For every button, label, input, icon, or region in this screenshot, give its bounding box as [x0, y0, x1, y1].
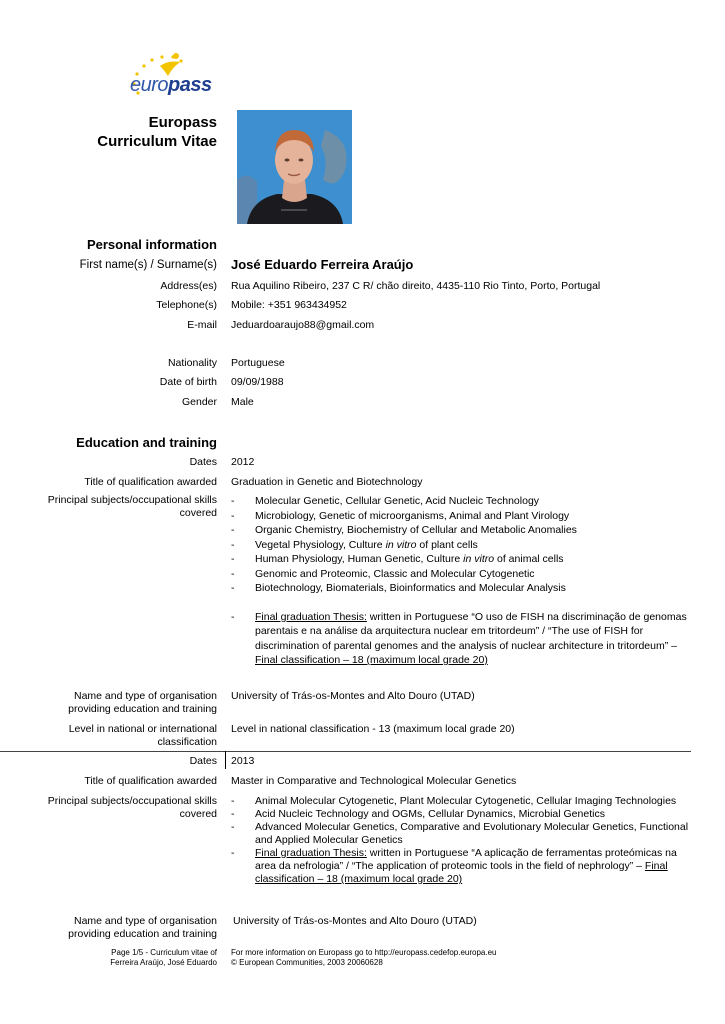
entry1-thesis-label: Final graduation Thesis: [255, 610, 367, 623]
footer-europass-info [231, 948, 691, 968]
entry1-bullet5-text-b: of animal cells [494, 553, 564, 565]
entry1-level-label-line2: classification [157, 736, 217, 748]
footer-right-line1: For more information on Europass go to http://europass.cedefop.europa.eu [231, 948, 497, 957]
entry1-bullet [231, 552, 691, 567]
entry2-subjects-label [20, 795, 217, 821]
cv-title-line2: Curriculum Vitae [97, 133, 217, 150]
entry2-title-label: Title of qualification awarded [84, 775, 217, 787]
entry1-bullet: - Microbiology, Genetic of microorganisms, Animal and Plant Virology [231, 509, 691, 524]
entry2-org-label-line2: providing education and training [68, 928, 217, 940]
entry1-subjects-label-line2: covered [179, 507, 217, 519]
gender-value: Male [231, 396, 254, 408]
entry-separator-line [0, 751, 691, 752]
name-label: First name(s) / Surname(s) [79, 259, 217, 271]
entry2-dates-label: Dates [189, 755, 217, 767]
entry1-level-value: Level in national classification - 13 (maximum local grade 20) [231, 723, 515, 735]
entry2-org-label [20, 915, 217, 941]
entry1-org-label [20, 690, 217, 716]
entry2-title-value: Master in Comparative and Technological Molecular Genetics [231, 775, 517, 787]
footer-left-line1: Page 1/5 - Curriculum vitae of [111, 948, 217, 957]
telephone-label: Telephone(s) [156, 299, 217, 311]
entry1-org-label-line1: Name and type of organisation [73, 690, 217, 702]
nationality-label: Nationality [167, 357, 217, 369]
telephone-value: Mobile: +351 963434952 [231, 299, 347, 311]
nationality-value: Portuguese [231, 357, 285, 369]
entry1-title-value: Graduation in Genetic and Biotechnology [231, 476, 423, 488]
entry1-bullet: - Organic Chemistry, Biochemistry of Cellular and Metabolic Anomalies [231, 523, 691, 538]
footer-right-line2: © European Communities, 2003 20060628 [231, 958, 383, 967]
entry2-thesis-classification: Final classification – 18 (maximum local grade 20) [255, 860, 668, 885]
column-divider [225, 751, 226, 769]
email-value[interactable]: Jeduardoaraujo88@gmail.com [231, 319, 375, 331]
entry1-bullet4-text-b: of plant cells [416, 538, 478, 551]
entry1-bullet: - Biotechnology, Biomaterials, Bioinformatics and Molecular Analysis [231, 581, 691, 596]
dob-value: 09/09/1988 [231, 376, 284, 388]
entry2-bullet: - Acid Nucleic Technology and OGMs, Cellular Dynamics, Microbial Genetics [231, 808, 691, 821]
entry1-bullet: - Molecular Genetic, Cellular Genetic, Acid Nucleic Technology [231, 494, 691, 509]
entry1-title-label: Title of qualification awarded [84, 476, 217, 488]
entry1-bullet4-text-a: Vegetal Physiology, Culture [255, 538, 386, 551]
entry2-org-value: University of Trás-os-Montes and Alto Douro (UTAD) [233, 915, 477, 927]
footer-page-info [20, 948, 217, 968]
entry1-level-label [20, 723, 217, 749]
section-education-training: Education and training [76, 435, 217, 450]
address-value: Rua Aquilino Ribeiro, 237 C R/ chão direito, 4435-110 Rio Tinto, Porto, Portugal [231, 280, 601, 292]
entry2-org-label-line1: Name and type of organisation [73, 915, 217, 927]
footer-left-line2: Ferreira Araújo, José Eduardo [110, 958, 217, 967]
entry1-org-label-line2: providing education and training [68, 703, 217, 715]
dob-label: Date of birth [159, 376, 217, 388]
name-value: José Eduardo Ferreira Araújo [231, 257, 414, 272]
entry1-bullet [231, 538, 691, 553]
entry1-subjects-label [20, 494, 217, 520]
entry1-subjects-list [231, 494, 691, 668]
entry2-thesis-label: Final graduation Thesis: [255, 847, 367, 859]
entry1-bullet5-italic: in vitro [463, 553, 495, 565]
gender-label: Gender [181, 396, 217, 408]
entry2-subjects-label-line1: Principal subjects/occupational skills [47, 795, 217, 807]
email-label: E-mail [187, 319, 217, 331]
entry1-subjects-label-line1: Principal subjects/occupational skills [47, 494, 217, 506]
entry1-thesis-text: written in Portuguese “O uso de FISH na discriminação de genomas parentais e na análise da arquitectura nuclear em tritordeum” / “The use of FISH for discrimination of parental genomes and the analysis of nuclear architecture in tritordeum” – [255, 610, 687, 652]
profile-photo [237, 110, 352, 224]
entry2-thesis-text: written in Portuguese “A aplicação de ferramentas proteómicas na area da nefrologia” / “The application of proteomic tools in the field of nephrology” – [255, 847, 677, 872]
entry1-level-label-line1: Level in national or international [68, 723, 217, 735]
cv-title-line1: Europass [148, 114, 217, 131]
entry1-bullet4-italic: in vitro [385, 538, 417, 551]
entry2-dates-value: 2013 [231, 755, 255, 767]
section-personal-information: Personal information [86, 237, 217, 252]
cv-title [20, 113, 217, 151]
europass-logo [124, 52, 216, 100]
entry1-thesis [231, 610, 691, 668]
entry1-dates-value: 2012 [231, 456, 255, 468]
entry1-dates-label: Dates [189, 456, 217, 468]
entry2-subjects-label-line2: covered [179, 808, 217, 820]
entry2-bullet: - Advanced Molecular Genetics, Comparative and Evolutionary Molecular Genetics, Functional and Applied Molecular Genetics [231, 821, 691, 847]
address-label: Address(es) [160, 280, 217, 292]
entry2-thesis [231, 847, 691, 886]
entry2-subjects-list [231, 795, 691, 886]
entry1-thesis-classification: Final classification – 18 (maximum local grade 20) [255, 654, 488, 666]
entry1-org-value: University of Trás-os-Montes and Alto Douro (UTAD) [231, 690, 475, 702]
entry1-bullet: - Genomic and Proteomic, Classic and Molecular Cytogenetic [231, 567, 691, 582]
entry1-bullet5-text-a: Human Physiology, Human Genetic, Culture [255, 553, 464, 565]
entry2-bullet: - Animal Molecular Cytogenetic, Plant Molecular Cytogenetic, Cellular Imaging Technologies [231, 795, 691, 808]
logo-text-pass: pass [168, 74, 212, 96]
logo-text-euro: euro [130, 74, 169, 96]
